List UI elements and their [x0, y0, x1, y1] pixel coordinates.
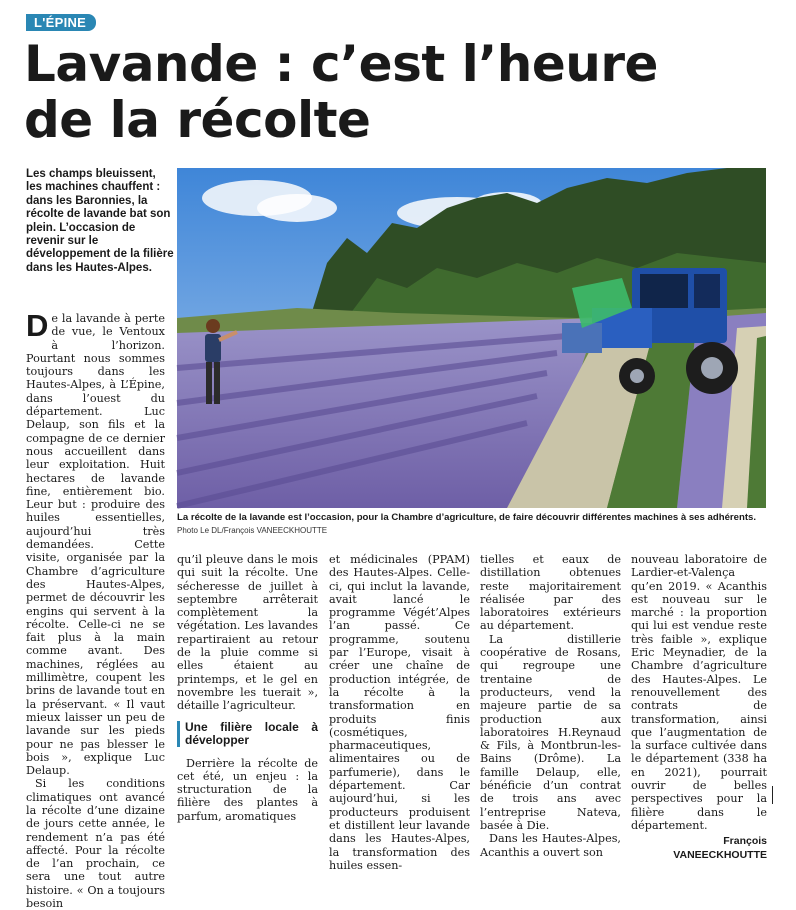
headline-line-1: Lavande : c’est l’heure: [24, 35, 658, 93]
subheading: Une filière locale à développer: [177, 721, 318, 747]
photo-illustration: [177, 168, 766, 508]
article-paragraph: Dans les Hautes-Alpes, Acanthis a ouvert son: [480, 832, 621, 859]
photo-credit: Photo Le DL/François VANEECKHOUTTE: [177, 526, 328, 535]
headline: [24, 36, 764, 148]
article-column-3: [329, 553, 470, 872]
article-paragraph: Si les conditions climatiques ont avancé la récolte d’une dizaine de jours cette année, le rendement n’a pas été affecté. Pour la récolte de l’an prochain, ce sera une tout autre histoire. « On a toujours besoin: [26, 777, 165, 910]
article-paragraph: nouveau laboratoire de Lardier-et-Valença qu’en 2019. « Acanthis est nouveau sur le marché : la proportion qui lui est vendue reste très faible », explique Eric Meynadier, de la Chambre d’agriculture des Hautes-Alpes. Le renouvellement des contrats de transformation, ainsi que l’augmentation de la surface cultivée dans le département (338 ha en 2021), pourrait ouvrir de belles perspectives pour la filière dans le département.: [631, 553, 767, 832]
article-paragraph: [26, 308, 165, 778]
article-column-2: [177, 553, 318, 823]
article-paragraph: Derrière la récolte de cet été, un enjeu : la structuration de la filière des plantes à parfum, aromatiques: [177, 756, 318, 823]
paragraph-text: e la lavande à perte de vue, le Ventoux à l’horizon. Pourtant nous sommes toujours dans les Hautes-Alpes, à L’Épine, dans l’ouest du département. Luc Delaup, son fils et la compagne de ce dernier nous accueillent dans leur exploitation. Huit hectares de lavande fine, entièrement bio. Leur but : produire des huiles essentielles, aujourd’hui très demandées. Cette visite, organisée par la Chambre d’agriculture des Hautes-Alpes, permet de découvrir les engins qui servent à la récolte. Celle-ci ne se fait plus à la main comme avant. Des machines, réglées au millimètre, coupent les brins de lavande tout en la préservant. « Il vaut mieux laisser un peu de lavande sur les pieds pour ne pas blesser le bois », explique Luc Delaup.: [26, 312, 165, 778]
article-paragraph: qu’il pleuve dans le mois qui suit la récolte. Une sécheresse de juillet à septembre arrêterait complètement la végétation. Les lavandes repartiraient au retour de la pluie comme si elles étaient au printemps, et le gel en novembre les tuerait », détaille l’agriculteur.: [177, 553, 318, 713]
article-paragraph: et médicinales (PPAM) des Hautes-Alpes. Celle-ci, qui inclut la lavande, avait lancé le programme Végét’Alpes l’an passé. Ce programme, soutenu par l’Europe, visait à créer une chaîne de production intégrée, de la récolte à la transformation en produits finis (cosmétiques, pharmaceutiques, alimentaires ou de parfumerie), dans le département. Car aujourd’hui, si les producteurs produisent et distillent leur lavande dans les Hautes-Alpes, la transformation des huiles essen-: [329, 553, 470, 872]
article-paragraph: tielles et eaux de distillation obtenues reste majoritairement réalisée par des laboratoires extérieurs au département.: [480, 553, 621, 633]
article-paragraph: La distillerie coopérative de Rosans, qui regroupe une trentaine de producteurs, vend la majeure partie de sa production aux laboratoires H.Reynaud & Fils, à Montbrun-les-Bains (Drôme). La famille Delaup, elle, bénéficie d’un contrat de trois ans avec l’entreprise Nateva, basée à Die.: [480, 632, 621, 832]
cloud: [257, 194, 337, 222]
article-column-5: [631, 553, 767, 862]
author-signature: François VANEECKHOUTTE: [673, 835, 767, 861]
lavender-harvest-photo: [177, 168, 766, 508]
article-column-1: [26, 308, 165, 910]
photo-caption: La récolte de la lavande est l’occasion, pour la Chambre d’agriculture, de faire découvrir différentes machines à ses adhérents.: [177, 512, 757, 523]
headline-line-2: de la récolte: [24, 91, 371, 149]
article-column-4: [480, 553, 621, 859]
lead-paragraph: Les champs bleuissent, les machines chauffent : dans les Baronnies, la récolte de lavande bat son plein. L’occasion de revenir sur le développement de la filière dans les Hautes-Alpes.: [26, 168, 174, 274]
column-rule: [772, 786, 773, 804]
drop-cap: D: [26, 308, 49, 343]
section-kicker: L'ÉPINE: [26, 14, 96, 31]
